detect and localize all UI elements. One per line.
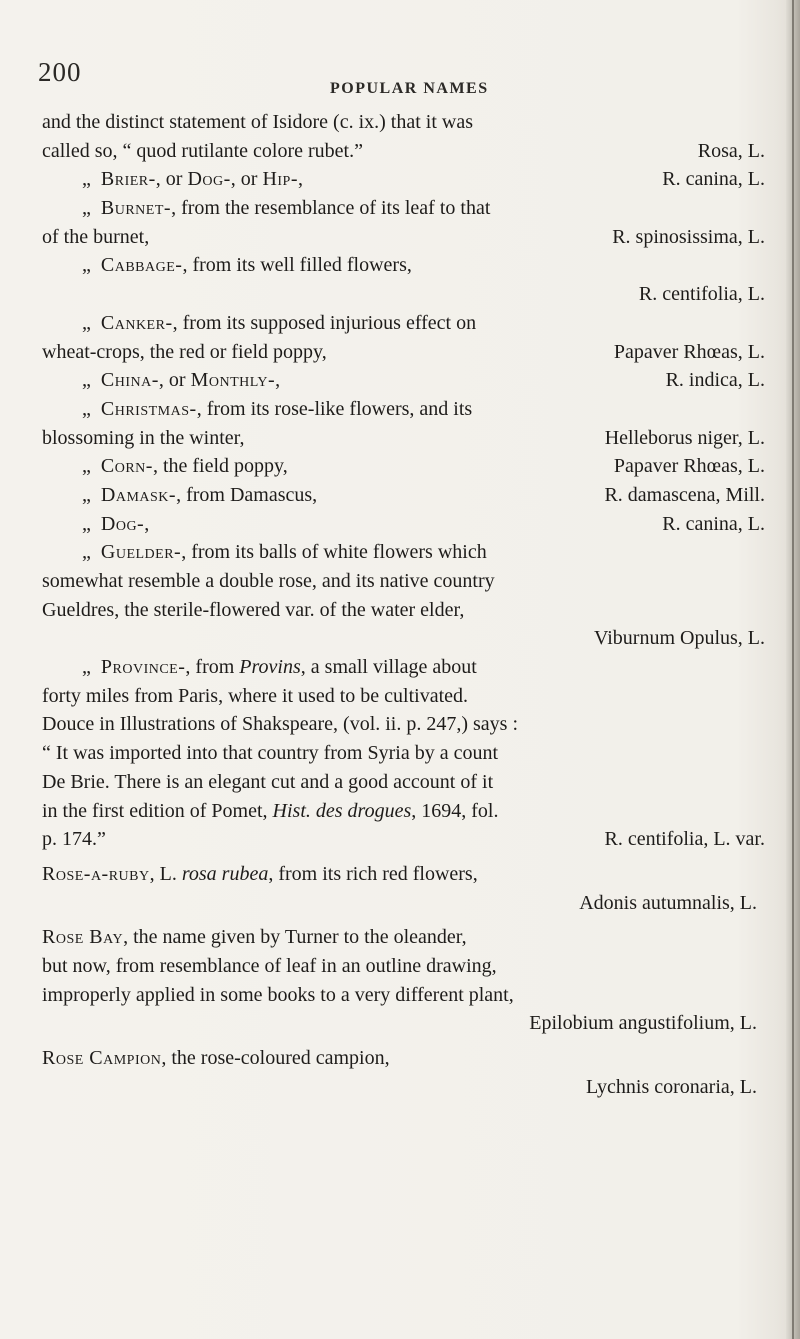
entry-term: Cabbage-	[100, 254, 183, 277]
entry-brier: „ Brier-, or Dog-, or Hip-, R. canina, L.	[42, 165, 777, 194]
entry-cabbage: „ Cabbage-, from its well filled flowers,	[82, 254, 412, 277]
botanical-name: R. canina, L.	[662, 168, 765, 191]
text-line	[42, 280, 777, 309]
entry-christmas: „ Christmas-, from its rose-like flowers, and its	[82, 397, 473, 420]
text-line: wheat-crops, the red or field poppy, Papaver Rhœas, L.	[42, 338, 777, 367]
text-line	[42, 1073, 777, 1102]
entry-term: Rose Bay	[42, 926, 124, 949]
entry-canker: „ Canker-, from its supposed injurious effect on	[82, 311, 477, 334]
entry-term: Rose-a-ruby	[42, 862, 150, 885]
entry-rose-bay: Rose Bay, the name given by Turner to the oleander,	[42, 926, 467, 949]
entry-term: Burnet-	[100, 197, 172, 220]
entry-guelder: „ Guelder-, from its balls of white flowers which	[82, 541, 487, 564]
entry-dog: „ Dog-, R. canina, L.	[42, 510, 777, 539]
text-line: forty miles from Paris, where it used to be cultivated.	[42, 684, 469, 707]
entry-rose-a-ruby: Rose-a-ruby, L. rosa rubea, from its rich red flowers,	[42, 862, 478, 885]
botanical-name: Epilobium angustifolium, L.	[529, 1012, 757, 1035]
entry-term: Rose Campion	[42, 1047, 162, 1069]
entry-rose-campion: Rose Campion, the rose-coloured campion,	[42, 1047, 390, 1069]
text-line: Douce in Illustrations of Shakspeare, (vol. ii. p. 247,) says :	[42, 713, 519, 736]
botanical-name: R. spinosissima, L.	[612, 225, 765, 248]
entry-term: Damask-	[100, 483, 177, 506]
entry-burnet: „ Burnet-, from the resemblance of its leaf to that	[82, 197, 491, 220]
text-line: called so, “ quod rutilante colore rubet.” Rosa, L.	[42, 137, 777, 166]
text-line: and the distinct statement of Isidore (c. ix.) that it was	[42, 111, 473, 133]
botanical-name: Papaver Rhœas, L.	[613, 455, 765, 478]
entry-term: China-	[100, 369, 159, 392]
page-number: 200	[38, 57, 82, 87]
entry-term: Province-	[100, 656, 186, 679]
entry-term: Monthly-	[190, 369, 276, 392]
botanical-name: Papaver Rhœas, L.	[613, 340, 765, 363]
entry-province: „ Province-, from Provins, a small village about	[82, 656, 477, 679]
entry-china: „ China-, or Monthly-, R. indica, L.	[42, 366, 777, 395]
botanical-name: R. canina, L.	[662, 512, 765, 535]
text-line: somewhat resemble a double rose, and its native country	[42, 570, 495, 592]
spine-shadow-line	[792, 0, 794, 1339]
text-line	[42, 889, 777, 918]
text-line: blossoming in the winter, Helleborus niger, L.	[42, 424, 777, 453]
botanical-name: R. centifolia, L. var.	[604, 828, 765, 851]
text-line: p. 174.” R. centifolia, L. var.	[42, 825, 777, 854]
text-line: improperly applied in some books to a very different plant,	[42, 983, 514, 1006]
entry-term: Canker-	[100, 311, 173, 334]
entry-term: Hip-	[262, 168, 299, 191]
botanical-name: R. indica, L.	[665, 369, 765, 392]
botanical-name: R. centifolia, L.	[638, 283, 765, 306]
text-line	[42, 1009, 777, 1038]
text-line: Gueldres, the sterile-flowered var. of the water elder,	[42, 598, 465, 621]
botanical-name: Lychnis coronaria, L.	[585, 1075, 757, 1098]
entry-corn: „ Corn-, the field poppy, Papaver Rhœas, L.	[42, 452, 777, 481]
entry-term: Dog-	[100, 512, 145, 535]
entry-term: Corn-	[100, 455, 153, 478]
entry-term: Dog-	[187, 168, 231, 191]
text-line: in the first edition of Pomet, Hist. des drogues, 1694, fol.	[42, 799, 499, 822]
botanical-name: Rosa, L.	[697, 139, 765, 162]
running-head: POPULAR NAMES	[330, 80, 489, 97]
entry-term: Christmas-	[100, 397, 197, 420]
entry-term: Brier-	[100, 168, 156, 191]
text-line: but now, from resemblance of leaf in an outline drawing,	[42, 954, 497, 977]
botanical-name: Helleborus niger, L.	[604, 426, 765, 449]
text-line: De Brie. There is an elegant cut and a good account of it	[42, 770, 494, 793]
text-line: of the burnet, R. spinosissima, L.	[42, 223, 777, 252]
botanical-name: Adonis autumnalis, L.	[579, 891, 757, 914]
entry-term: Guelder-	[100, 541, 182, 564]
text-line	[42, 624, 777, 653]
botanical-name: R. damascena, Mill.	[604, 483, 765, 506]
text-line: “ It was imported into that country from Syria by a count	[42, 742, 499, 765]
body-text	[42, 108, 777, 1101]
botanical-name: Viburnum Opulus, L.	[593, 627, 765, 650]
entry-damask: „ Damask-, from Damascus, R. damascena, Mill.	[42, 481, 777, 510]
